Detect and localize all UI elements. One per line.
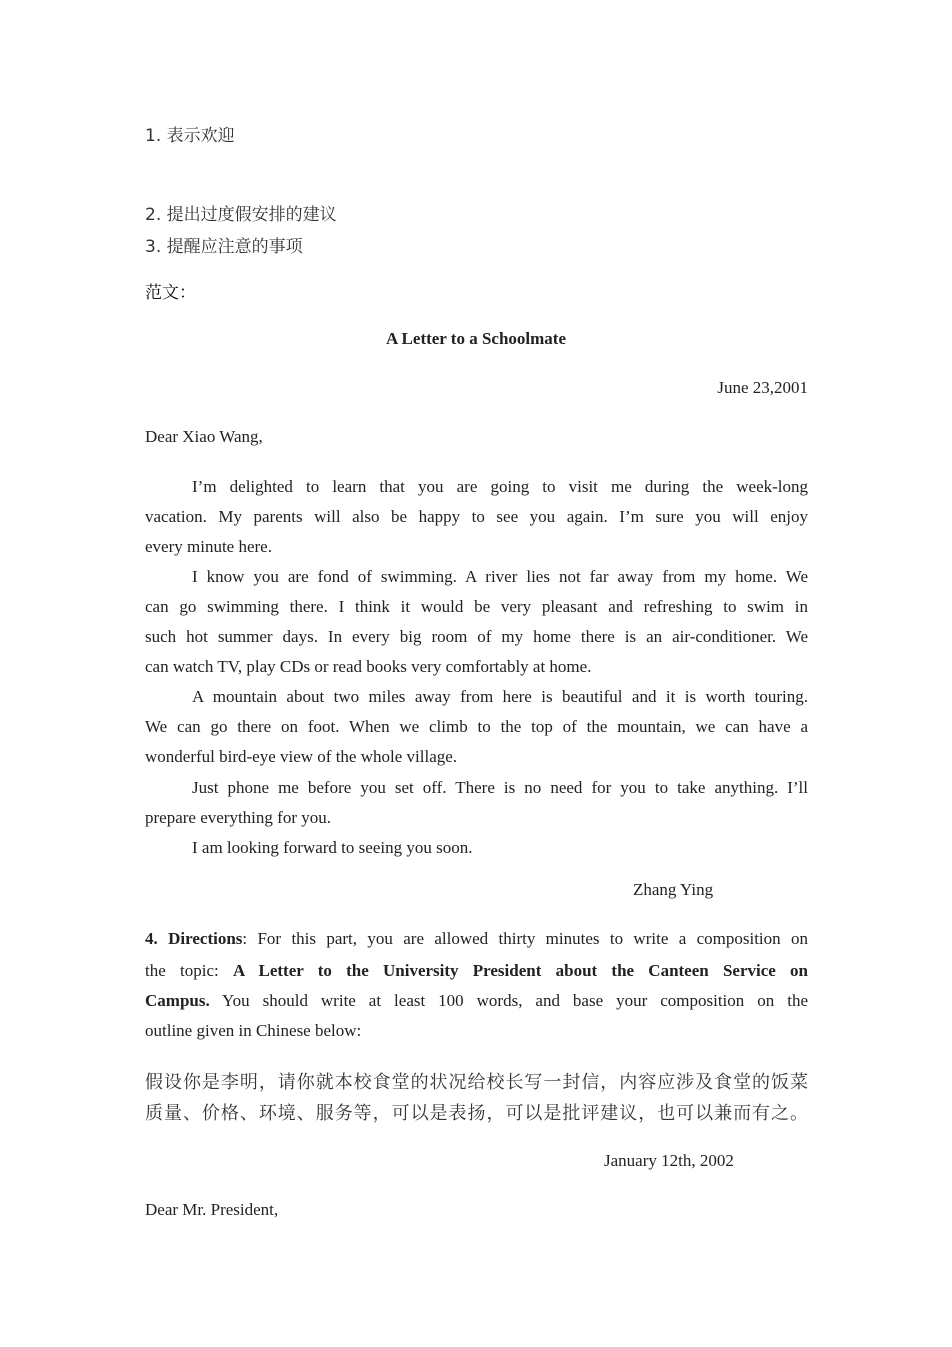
letter-line: such hot summer days. In every big room of my home there is an air-conditioner. We [145, 627, 808, 646]
letter-line: wonderful bird-eye view of the whole village. [145, 747, 458, 766]
letter-date: June 23,2001 [717, 378, 808, 397]
letter-salutation: Dear Xiao Wang, [145, 427, 263, 446]
directions-text: : For this part, you are allowed thirty minutes to write a composition on [242, 929, 809, 948]
task4-date: January 12th, 2002 [604, 1151, 734, 1170]
task4-topic-line [145, 991, 808, 1011]
letter-line: I am looking forward to seeing you soon. [192, 838, 473, 857]
outline-item-1: 1. 表示欢迎 [145, 126, 235, 146]
letter-line: every minute here. [145, 537, 272, 556]
letter-signature: Zhang Ying [633, 880, 714, 899]
letter-line: We can go there on foot. When we climb to the top of the mountain, we can have a [145, 717, 808, 736]
letter-line: I’m delighted to learn that you are going to visit me during the week-long [192, 477, 808, 496]
task4-salutation: Dear Mr. President, [145, 1200, 279, 1219]
topic-prefix: the topic: [145, 961, 233, 980]
letter-line: can watch TV, play CDs or read books very comfortably at home. [145, 657, 592, 676]
task4-directions [145, 929, 808, 949]
letter-line: I know you are fond of swimming. A river lies not far away from my home. We [192, 567, 808, 586]
task-number: 4. [145, 929, 158, 948]
cn-instruction-line: 假设你是李明，请你就本校食堂的状况给校长写一封信，内容应涉及食堂的饭菜 [145, 1072, 808, 1093]
letter-line: A mountain about two miles away from here is beautiful and it is worth touring. [192, 687, 808, 706]
sample-label: 范文： [145, 283, 196, 303]
topic-title-end: Campus. [145, 991, 210, 1010]
directions-label: Directions [168, 929, 243, 948]
letter-title: A Letter to a Schoolmate [385, 329, 567, 348]
letter-line: can go swimming there. I think it would be very pleasant and refreshing to swim in [145, 597, 808, 616]
topic-title: A Letter to the University President about the Canteen Service on [232, 961, 808, 980]
outline-item-3: 3. 提醒应注意的事项 [145, 237, 303, 257]
task4-topic-line [145, 961, 808, 981]
letter-line: vacation. My parents will also be happy to see you again. I’m sure you will enjoy [145, 507, 808, 526]
task4-outline-note: outline given in Chinese below: [145, 1021, 362, 1040]
letter-line: Just phone me before you set off. There is no need for you to take anything. I’ll [192, 778, 808, 797]
letter-line: prepare everything for you. [145, 808, 331, 827]
outline-item-2: 2. 提出过度假安排的建议 [145, 205, 337, 225]
topic-text: You should write at least 100 words, and base your composition on the [209, 991, 808, 1010]
cn-instruction-line: 质量、价格、环境、服务等，可以是表扬，可以是批评建议，也可以兼而有之。 [145, 1103, 808, 1124]
